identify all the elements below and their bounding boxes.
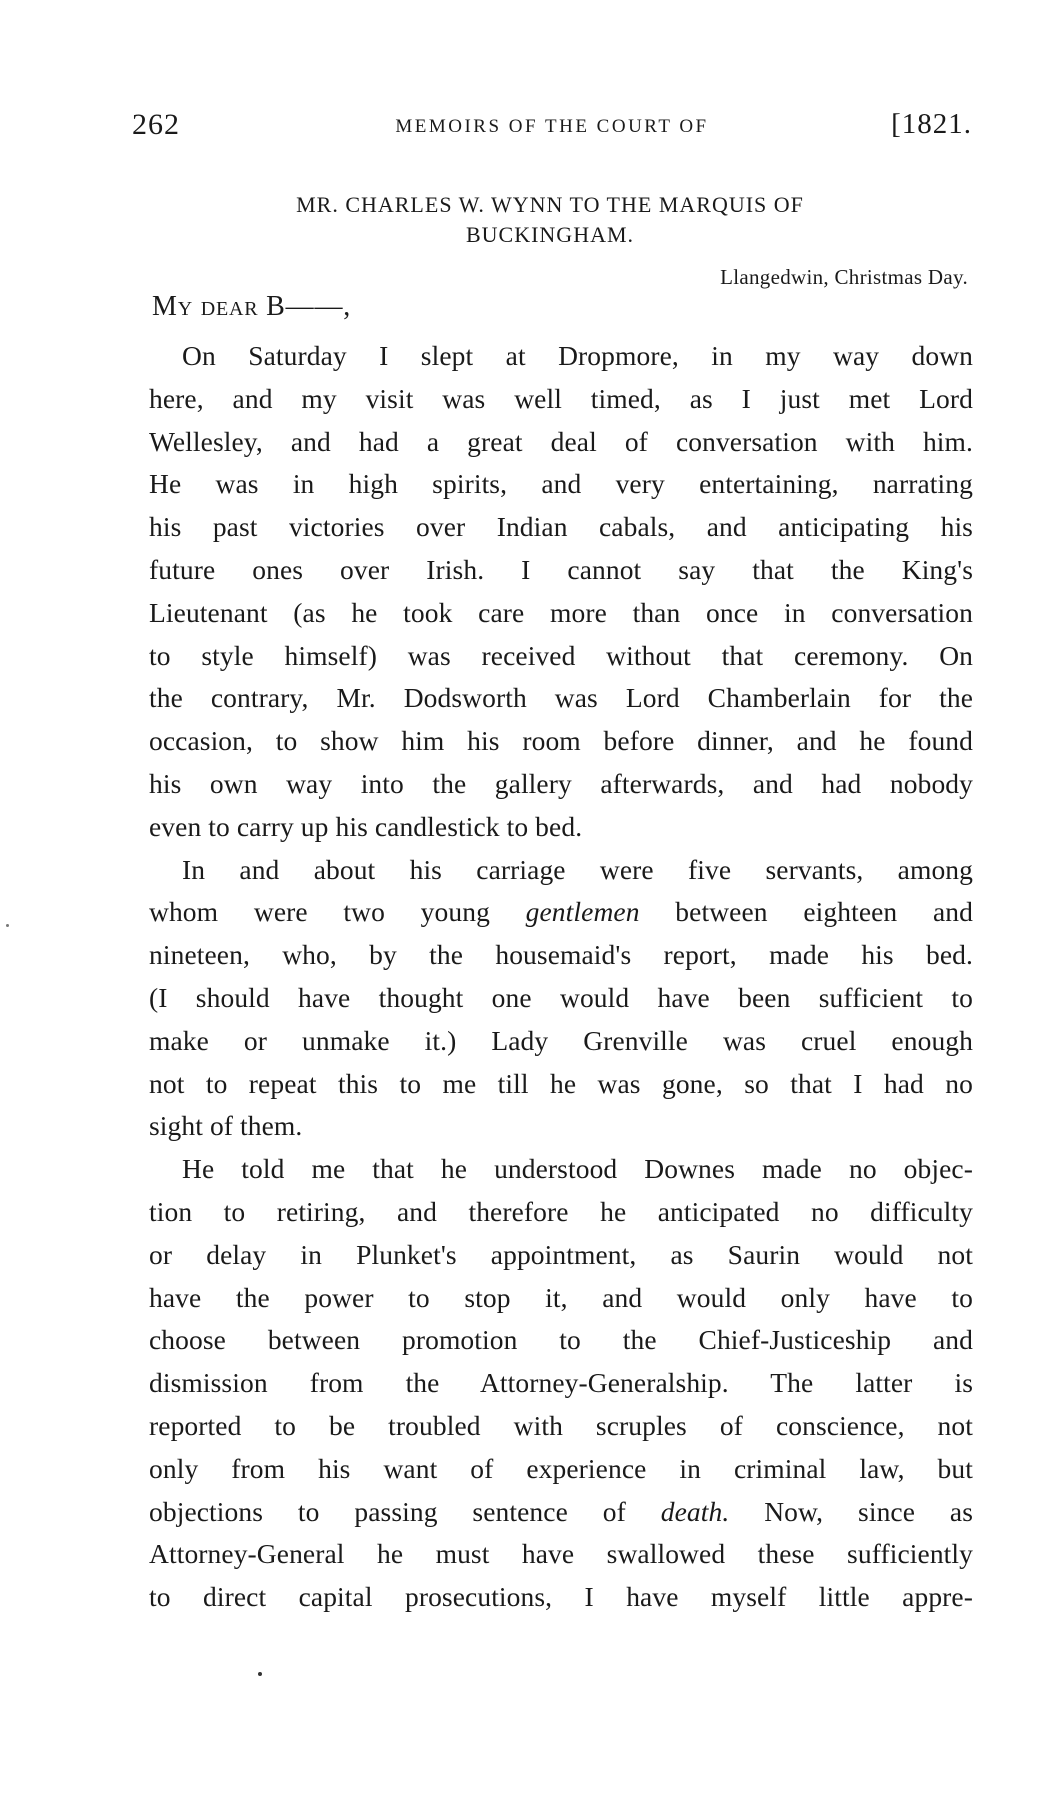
text-line: Attorney-General he must have swallowed these sufficiently [149,1538,973,1570]
text-line: future ones over Irish. I cannot say that the King's [149,553,973,585]
letter-heading-line-2: BUCKINGHAM. [465,222,635,247]
italic-text: death. [660,1495,730,1527]
letter-heading-line-1: MR. CHARLES W. WYNN TO THE MARQUIS OF [296,192,804,217]
text-line: Wellesley, and had a great deal of conversation with him. [149,425,973,457]
text-line: his own way into the gallery afterwards, and had nobody [149,767,973,799]
letter-heading [160,190,940,250]
running-head [132,108,972,148]
text-run: Now, since as [729,1495,974,1527]
text-line: only from his want of experience in criminal law, but [149,1452,973,1484]
running-title: MEMOIRS OF THE COURT OF [395,116,709,137]
text-line: to style himself) was received without that ceremony. On [149,639,973,671]
text-line: the contrary, Mr. Dodsworth was Lord Chamberlain for the [149,682,973,714]
text-line: nineteen, who, by the housemaid's report, made his bed. [149,939,973,971]
text-line: sight of them. [149,1110,303,1142]
text-line: not to repeat this to me till he was gone, so that I had no [149,1067,973,1099]
text-line: reported to be troubled with scruples of conscience, not [149,1409,973,1441]
text-line: tion to retiring, and therefore he anticipated no difficulty [149,1195,973,1227]
ink-speck [258,1672,262,1676]
ink-speck [6,924,9,927]
page-number: 262 [132,108,180,141]
text-line-with-italic [149,1491,973,1534]
text-line: dismission from the Attorney-Generalship. The latter is [149,1367,973,1399]
text-line: to direct capital prosecutions, I have myself little appre- [149,1581,973,1613]
italic-text: gentlemen [525,896,640,928]
text-run: objections to passing sentence of [149,1495,661,1527]
text-line: or delay in Plunket's appointment, as Saurin would not [149,1238,973,1270]
text-line: choose between promotion to the Chief-Justiceship and [149,1324,973,1356]
text-line: make or unmake it.) Lady Grenville was cruel enough [149,1024,973,1056]
text-line: here, and my visit was well timed, as I just met Lord [149,382,973,414]
text-line: even to carry up his candlestick to bed. [149,810,583,842]
text-run: whom were two young [149,896,526,928]
text-line: He was in high spirits, and very entertaining, narrating [149,468,973,500]
text-run: between eighteen and [639,896,973,928]
text-line: his past victories over Indian cabals, and anticipating his [149,511,973,543]
text-line: He told me that he understood Downes made no objec- [182,1153,973,1185]
text-line: (I should have thought one would have been sufficient to [149,981,973,1013]
text-line: Lieutenant (as he took care more than once in conversation [149,596,973,628]
text-line: have the power to stop it, and would only have to [149,1281,973,1313]
text-line: occasion, to show him his room before dinner, and he found [149,725,973,757]
letter-dateline: Llangedwin, Christmas Day. [720,265,968,289]
text-line: In and about his carriage were five servants, among [182,853,973,885]
text-line: On Saturday I slept at Dropmore, in my way down [182,340,973,371]
text-line-with-italic [149,891,973,934]
running-year: [1821. [891,108,972,140]
letter-salutation: My dear B——, [152,291,352,322]
letter-body [149,335,973,1619]
